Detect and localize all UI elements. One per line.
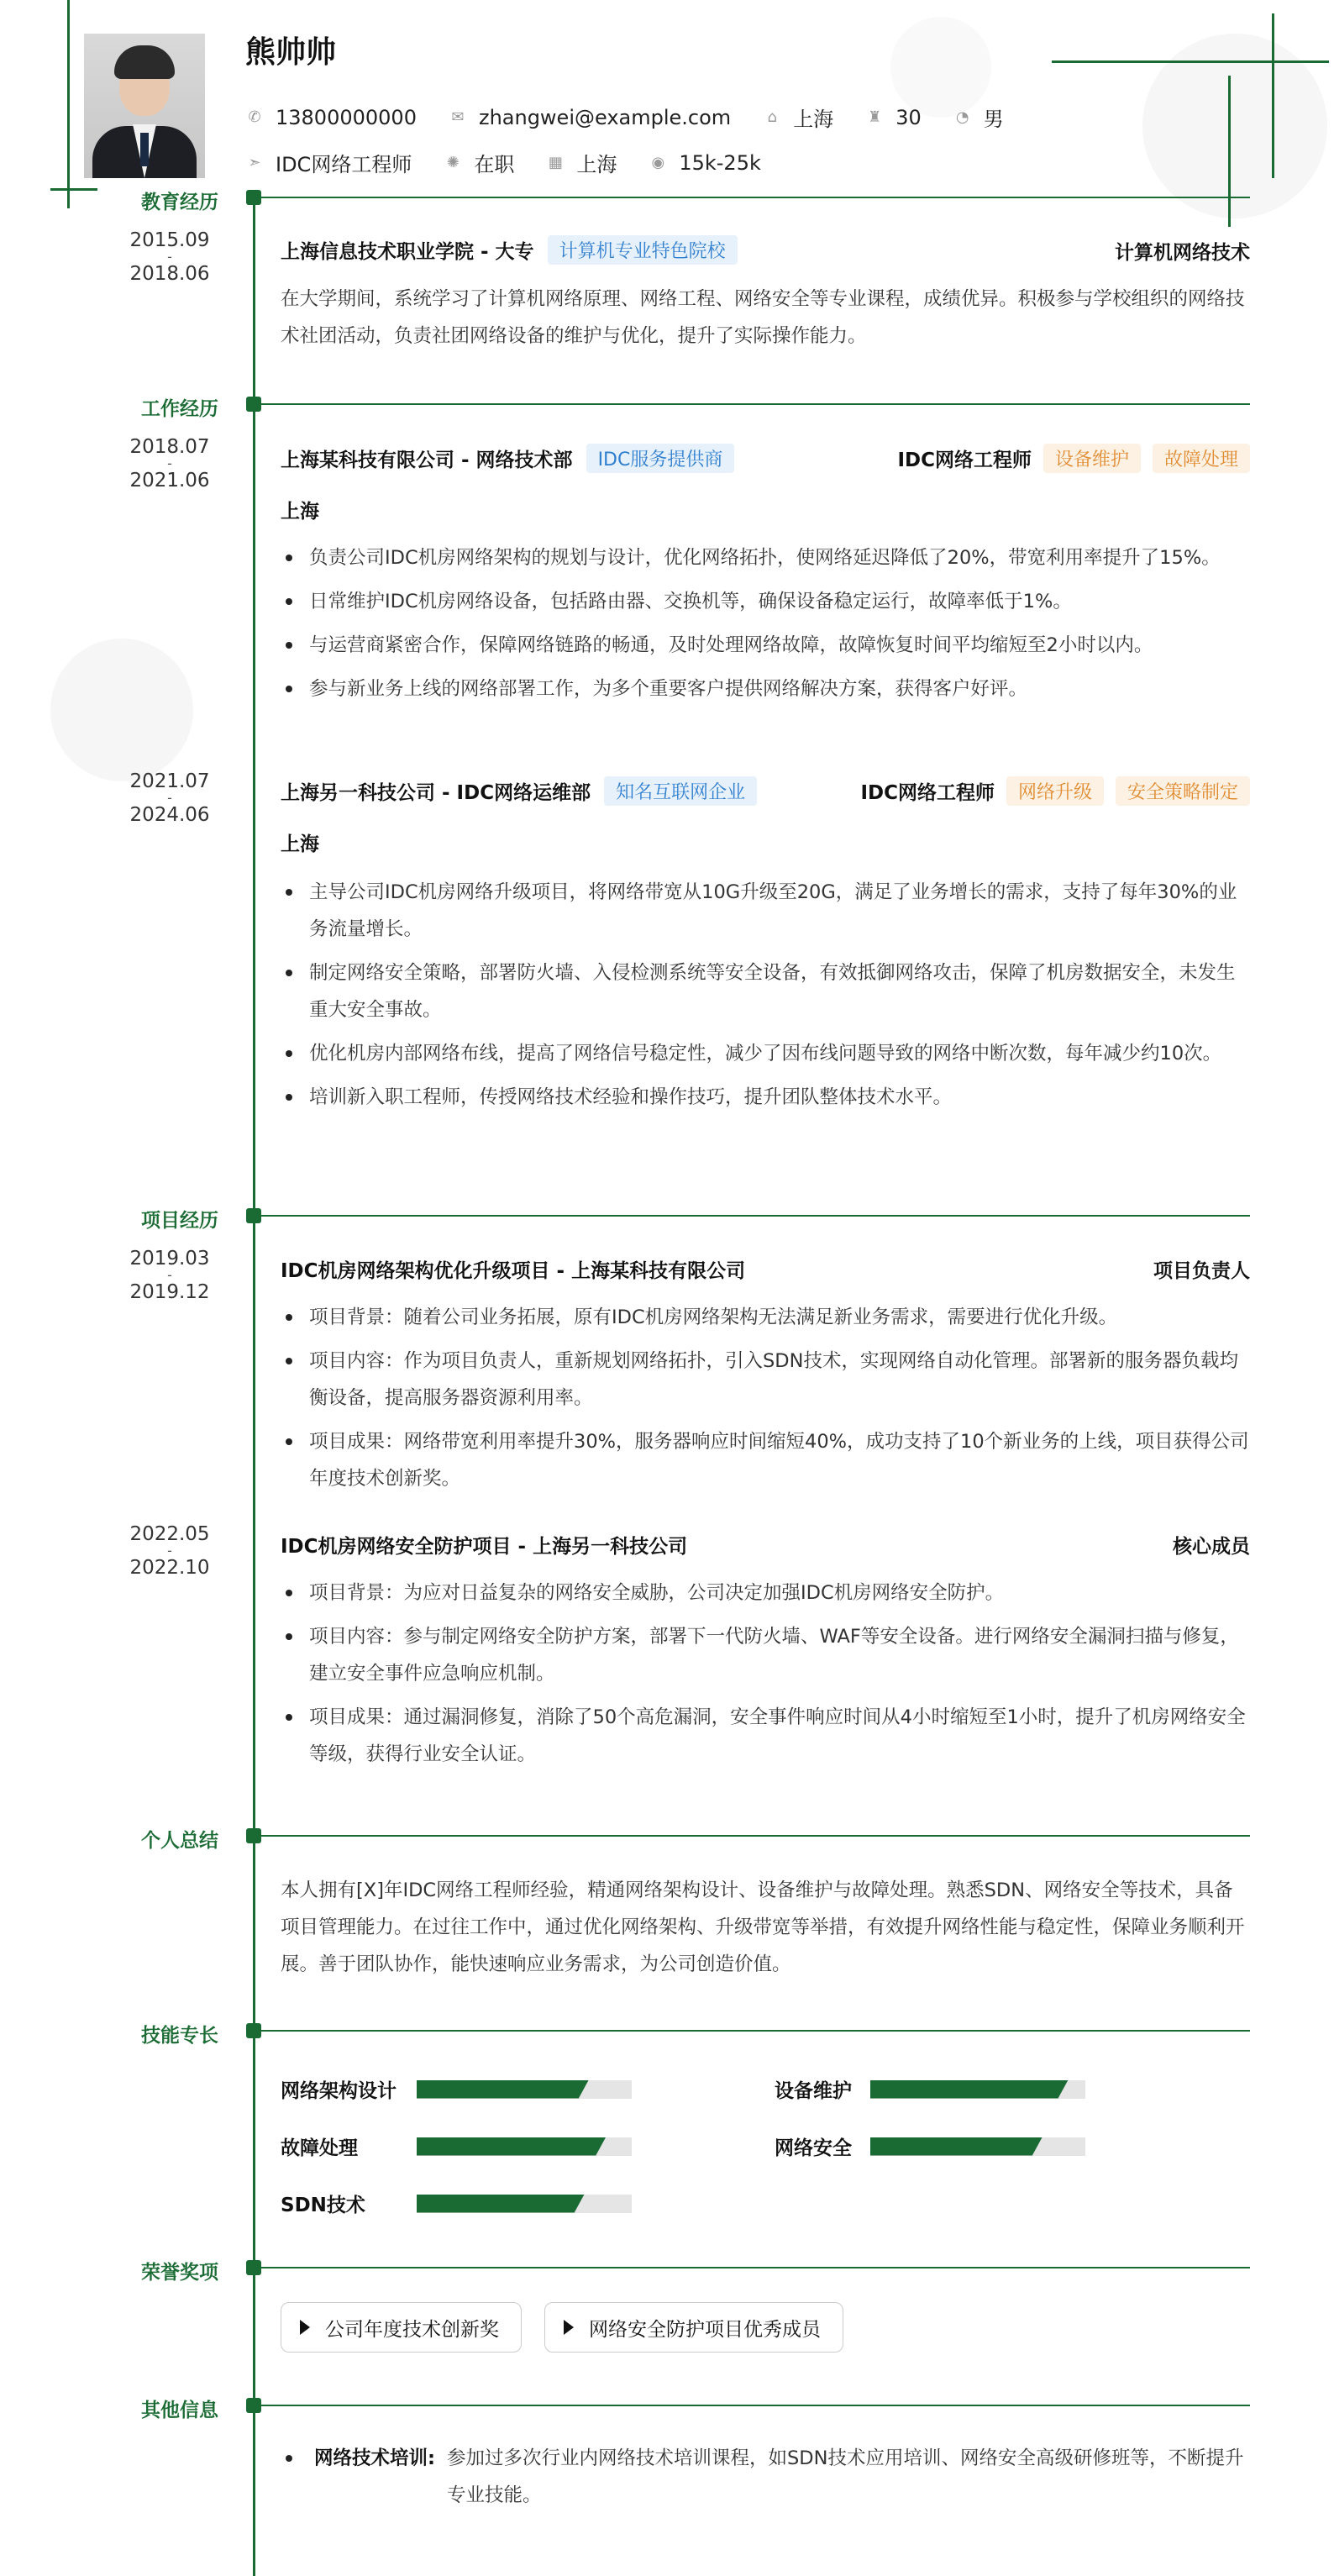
gender: 男 xyxy=(983,108,1004,131)
summary-text: 本人拥有[X]年IDC网络工程师经验，精通网络架构设计、设备维护与故障处理。熟悉SDN、网络安全等技术，具备项目管理能力。在过往工作中，通过优化网络架构、升级带宽等举措，有效提升网络性能与稳定性，保障业务顺利开展。善于团队协作，能快速响应业务需求，为公司创造价值。 xyxy=(281,1879,1245,1975)
work-location: 上海 xyxy=(281,501,319,523)
timeline-dot xyxy=(246,1828,261,1843)
date-range: 2019.03 - 2019.12 xyxy=(129,1248,210,1303)
position: IDC网络工程师 xyxy=(276,153,412,176)
skill-bar xyxy=(417,2195,632,2213)
other-info-value: 参加过多次行业内网络技术培训课程，如SDN技术应用培训、网络安全高级研修班等，不断提升专业技能。 xyxy=(447,2447,1244,2506)
role-title: IDC网络工程师 设备维护 故障处理 xyxy=(897,444,1250,473)
major: 计算机网络技术 xyxy=(1115,242,1250,264)
send-icon: ➣ xyxy=(248,154,261,171)
section-title: 工作经历 xyxy=(141,398,218,420)
age: 30 xyxy=(895,105,922,129)
work-bullets xyxy=(281,874,1250,1122)
skill-bar-fill xyxy=(870,2137,1043,2156)
decor-line-left-v xyxy=(67,0,70,208)
section-other xyxy=(0,2395,1334,2420)
section-title: 个人总结 xyxy=(141,1830,218,1852)
skill-name: 网络安全 xyxy=(775,2137,852,2159)
section-awards xyxy=(0,2257,1334,2282)
gender-icon: ◔ xyxy=(955,108,969,126)
role-title: IDC网络工程师 网络升级 安全策略制定 xyxy=(860,776,1250,806)
status: 在职 xyxy=(474,153,515,176)
skill-bar xyxy=(870,2137,1085,2156)
section-title: 其他信息 xyxy=(141,2400,218,2421)
bullet-dot xyxy=(286,2455,292,2462)
award-label: 公司年度技术创新奖 xyxy=(325,2318,499,2341)
project-title: IDC机房网络架构优化升级项目 - 上海某科技有限公司 xyxy=(281,1260,746,1282)
award-chip xyxy=(281,2302,522,2353)
project-role: 核心成员 xyxy=(1173,1536,1250,1558)
education-desc: 在大学期间，系统学习了计算机网络原理、网络工程、网络安全等专业课程，成绩优异。积极参与学校组织的网络技术社团活动，负责社团网络设备的维护与优化，提升了实际操作能力。 xyxy=(281,288,1245,347)
section-education xyxy=(0,187,1334,212)
list-item: 制定网络安全策略，部署防火墙、入侵检测系统等安全设备，有效抵御网络攻击，保障了机房数据安全，未发生重大安全事故。 xyxy=(281,954,1250,1028)
award-label: 网络安全防护项目优秀成员 xyxy=(589,2318,821,2341)
section-work xyxy=(0,393,1334,418)
other-info-key: 网络技术培训: xyxy=(314,2447,435,2469)
skill-name: 设备维护 xyxy=(775,2080,852,2102)
section-title: 项目经历 xyxy=(141,1210,218,1232)
skill-tag: 网络升级 xyxy=(1006,776,1104,806)
list-item: 项目成果：网络带宽利用率提升30%，服务器响应时间缩短40%，成功支持了10个新业务的上线，项目获得公司年度技术创新奖。 xyxy=(281,1423,1250,1497)
list-item: 项目内容：参与制定网络安全防护方案，部署下一代防火墙、WAF等安全设备。进行网络安全漏洞扫描与修复，建立安全事件应急响应机制。 xyxy=(281,1618,1250,1692)
list-item: 项目内容：作为项目负责人，重新规划网络拓扑，引入SDN技术，实现网络自动化管理。部署新的服务器负载均衡设备，提高服务器资源利用率。 xyxy=(281,1343,1250,1417)
section-summary xyxy=(0,1825,1334,1850)
project-role: 项目负责人 xyxy=(1153,1260,1250,1282)
skill-item xyxy=(281,2132,632,2160)
section-title: 教育经历 xyxy=(141,192,218,213)
company-tag: IDC服务提供商 xyxy=(586,444,735,473)
timeline-dot xyxy=(246,2023,261,2038)
skill-bar xyxy=(870,2080,1085,2099)
work-city: 上海 xyxy=(576,153,617,176)
section-projects xyxy=(0,1205,1334,1230)
section-rule xyxy=(260,1215,1250,1217)
section-rule xyxy=(260,403,1250,405)
decor-line-right-v1 xyxy=(1272,13,1274,178)
section-rule xyxy=(260,2267,1250,2268)
section-rule xyxy=(260,2405,1250,2406)
skill-item xyxy=(281,2075,632,2103)
school-title: 上海信息技术职业学院 - 大专 计算机专业特色院校 xyxy=(281,235,738,265)
company-title: 上海某科技有限公司 - 网络技术部 IDC服务提供商 xyxy=(281,444,734,473)
skill-tag: 故障处理 xyxy=(1153,444,1250,473)
email: zhangwei@example.com xyxy=(478,105,732,129)
other-info-item xyxy=(281,2440,1250,2514)
project-title: IDC机房网络安全防护项目 - 上海另一科技公司 xyxy=(281,1536,688,1558)
skill-item xyxy=(281,2190,632,2217)
section-title: 荣誉奖项 xyxy=(141,2262,218,2284)
section-rule xyxy=(260,2030,1250,2032)
skill-bar-fill xyxy=(417,2195,585,2213)
timeline-dot xyxy=(246,397,261,412)
skill-bar xyxy=(417,2080,632,2099)
list-item: 参与新业务上线的网络部署工作，为多个重要客户提供网络解决方案，获得客户好评。 xyxy=(281,670,1250,707)
date-range: 2022.05 - 2022.10 xyxy=(129,1523,210,1579)
status-icon: ✺ xyxy=(446,154,460,171)
skill-bar-fill xyxy=(870,2080,1069,2099)
avatar xyxy=(84,34,205,178)
list-item: 负责公司IDC机房网络架构的规划与设计，优化网络拓扑，使网络延迟降低了20%，带宽利用率提升了15%。 xyxy=(281,539,1250,576)
phone-icon: ✆ xyxy=(248,108,261,126)
school-tag: 计算机专业特色院校 xyxy=(548,235,738,265)
project-bullets xyxy=(281,1299,1250,1504)
section-rule xyxy=(260,197,1250,198)
age-icon: ♜ xyxy=(868,108,882,126)
list-item: 培训新入职工程师，传授网络技术经验和操作技巧，提升团队整体技术水平。 xyxy=(281,1079,1250,1116)
section-title: 技能专长 xyxy=(141,2025,218,2047)
home-icon: ⌂ xyxy=(767,108,777,126)
list-item: 项目背景：为应对日益复杂的网络安全威胁，公司决定加强IDC机房网络安全防护。 xyxy=(281,1575,1250,1611)
skill-item xyxy=(775,2132,1085,2160)
skill-name: 故障处理 xyxy=(281,2137,358,2159)
timeline-dot xyxy=(246,2398,261,2413)
play-icon xyxy=(300,2320,310,2335)
work-bullets xyxy=(281,539,1250,714)
salary-icon: ◉ xyxy=(651,154,665,171)
play-icon xyxy=(564,2320,574,2335)
list-item: 项目成果：通过漏洞修复，消除了50个高危漏洞，安全事件响应时间从4小时缩短至1小时，提升了机房网络安全等级，获得行业安全认证。 xyxy=(281,1699,1250,1773)
skill-tag: 设备维护 xyxy=(1043,444,1141,473)
list-item: 与运营商紧密合作，保障网络链路的畅通，及时处理网络故障，故障恢复时间平均缩短至2小时以内。 xyxy=(281,627,1250,664)
skill-name: 网络架构设计 xyxy=(281,2080,397,2102)
company-tag: 知名互联网企业 xyxy=(604,776,757,806)
phone: 13800000000 xyxy=(276,105,417,129)
skill-tag: 安全策略制定 xyxy=(1116,776,1250,806)
list-item: 优化机房内部网络布线，提高了网络信号稳定性，减少了因布线问题导致的网络中断次数，每年减少约10次。 xyxy=(281,1035,1250,1072)
contact-row xyxy=(245,103,1036,132)
skill-bar-fill xyxy=(417,2080,589,2099)
section-skills xyxy=(0,2020,1334,2045)
company-title: 上海另一科技公司 - IDC网络运维部 知名互联网企业 xyxy=(281,776,757,806)
candidate-name: 熊帅帅 xyxy=(245,35,337,70)
building-icon: ▦ xyxy=(548,154,563,171)
award-chip xyxy=(544,2302,843,2353)
timeline-line xyxy=(253,193,255,2576)
skill-name: SDN技术 xyxy=(281,2195,365,2216)
list-item: 项目背景：随着公司业务拓展，原有IDC机房网络架构无法满足新业务需求，需要进行优化升级。 xyxy=(281,1299,1250,1336)
section-rule xyxy=(260,1835,1250,1837)
salary: 15k-25k xyxy=(679,150,761,175)
date-range: 2015.09 - 2018.06 xyxy=(129,229,210,285)
date-range: 2018.07 - 2021.06 xyxy=(129,436,210,492)
skill-item xyxy=(775,2075,1085,2103)
email-icon: ✉ xyxy=(451,108,465,126)
list-item: 日常维护IDC机房网络设备，包括路由器、交换机等，确保设备稳定运行，故障率低于1%。 xyxy=(281,583,1250,620)
city: 上海 xyxy=(793,108,834,131)
skill-bar xyxy=(417,2137,632,2156)
skill-bar-fill xyxy=(417,2137,606,2156)
decor-line-right-h xyxy=(1052,60,1329,63)
list-item: 主导公司IDC机房网络升级项目，将网络带宽从10G升级至20G，满足了业务增长的需求，支持了每年30%的业务流量增长。 xyxy=(281,874,1250,948)
job-intent-row xyxy=(245,148,793,177)
timeline-dot xyxy=(246,190,261,205)
project-bullets xyxy=(281,1575,1250,1780)
timeline-dot xyxy=(246,2260,261,2275)
timeline-dot xyxy=(246,1208,261,1223)
bg-circle-left xyxy=(50,639,193,781)
work-location: 上海 xyxy=(281,833,319,855)
date-range: 2021.07 - 2024.06 xyxy=(129,770,210,826)
